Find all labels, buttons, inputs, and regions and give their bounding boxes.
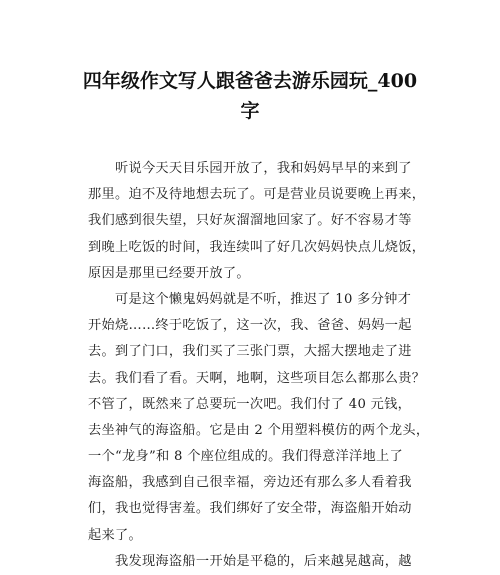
text-line: 起来了。 [88, 527, 142, 543]
text-line: 去。到了门口，我们买了三张门票，大摇大摆地走了进 [88, 344, 412, 360]
text-line: 去坐神气的海盗船。它是由 2 个用塑料模仿的两个龙头， [88, 422, 430, 438]
text-line: 们，我也觉得害羞。我们绑好了安全带，海盗船开始动 [88, 501, 412, 517]
text-line: 我们感到很失望，只好灰溜溜地回家了。好不容易才等 [88, 213, 412, 229]
text-line: 原因是那里已经要开放了。 [88, 265, 250, 281]
text-line: 我发现海盗船一开始是平稳的，后来越晃越高，越 [88, 553, 412, 569]
document-title [60, 66, 440, 126]
text-line: 一个“龙身”和 8 个座位组成的。我们得意洋洋地上了 [88, 449, 403, 465]
text-line: 海盗船，我感到自己很幸福，旁边还有那么多人看着我 [88, 475, 412, 491]
title-line-2: 字 [240, 100, 260, 122]
text-line: 听说今天天目乐园开放了，我和妈妈早早的来到了 [88, 161, 412, 176]
text-line: 不管了，既然来了总要玩一次吧。我们付了 40 元钱， [88, 396, 412, 412]
text-line: 那里。迫不及待地想去玩了。可是营业员说要晚上再来， [88, 187, 426, 203]
text-line: 可是这个懒鬼妈妈就是不听，推迟了 10 多分钟才 [88, 291, 412, 307]
essay-body [88, 156, 430, 575]
text-line: 开始烧……终于吃饭了，这一次，我、爸爸、妈妈一起 [88, 318, 412, 334]
text-line: 去。我们看了看。天啊，地啊，这些项目怎么都那么贵？ [88, 370, 426, 386]
title-line-1: 四年级作文写人跟爸爸去游乐园玩_400 [82, 70, 418, 92]
text-line: 到晚上吃饭的时间，我连续叫了好几次妈妈快点儿烧饭， [88, 239, 426, 255]
